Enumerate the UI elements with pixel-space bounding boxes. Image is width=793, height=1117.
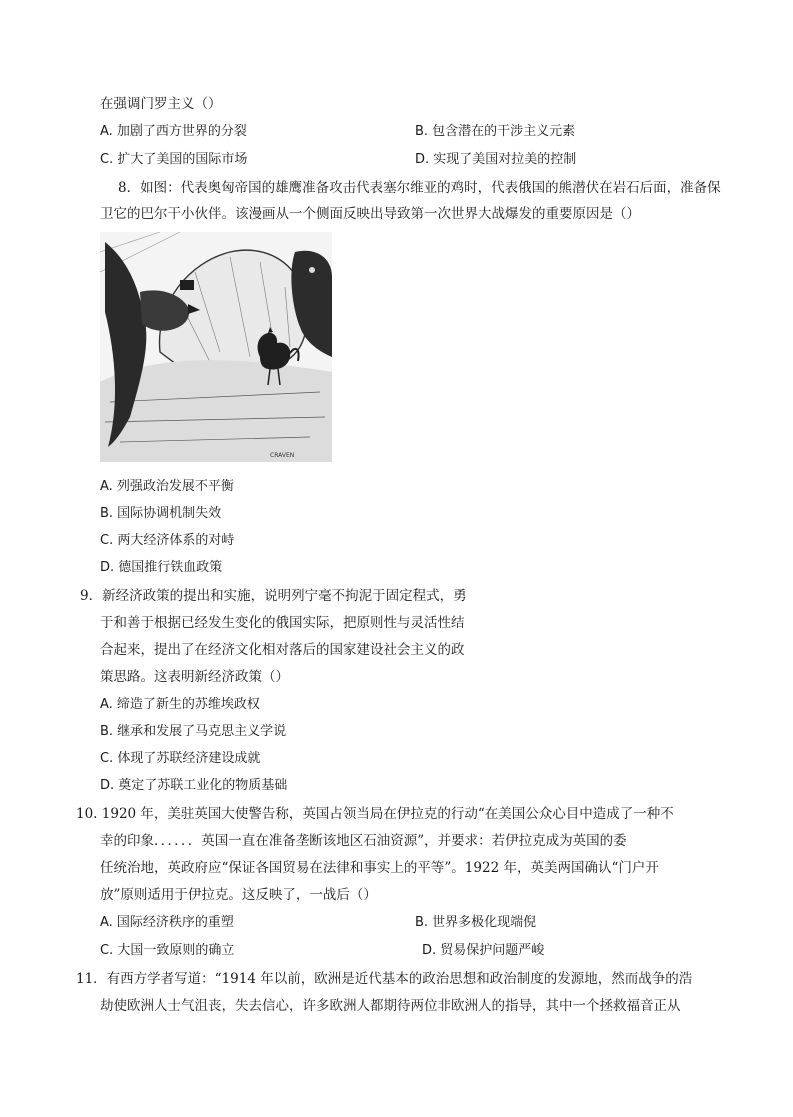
q10-option-c: C. 大国一致原则的确立 [100, 943, 235, 958]
q9-option-d: D. 奠定了苏联工业化的物质基础 [100, 778, 288, 793]
q9-stem-line-2: 于和善于根据已经发生变化的俄国实际，把原则性与灵活性结 [100, 615, 465, 631]
q9-stem-line-3: 合起来，提出了在经济文化相对落后的国家建设社会主义的政 [100, 642, 465, 658]
q10-stem-line-3: 任统治地，英政府应“保证各国贸易在法律和事实上的平等”。1922 年，英美两国确认“门户开 [100, 860, 659, 876]
q10-stem-line-4: 放”原则适用于伊拉克。这反映了，一战后（） [100, 887, 377, 903]
q8-stem-line-1: 8．如图：代表奥匈帝国的雄鹰准备攻击代表塞尔维亚的鸡时，代表俄国的熊潜伏在岩石后面，准备保 [118, 180, 721, 196]
q9-option-c: C. 体现了苏联经济建设成就 [100, 751, 261, 766]
q10-option-d: D. 贸易保护问题严峻 [422, 943, 545, 958]
cartoon-signature: CRAVEN [270, 452, 295, 459]
q8-cartoon-image [100, 232, 332, 462]
q9-option-a: A. 缔造了新生的苏维埃政权 [100, 697, 260, 712]
q8-stem-line-2: 卫它的巴尔干小伙伴。该漫画从一个侧面反映出导致第一次世界大战爆发的重要原因是（） [100, 206, 640, 222]
q9-stem-line-4: 策思路。这表明新经济政策（） [100, 669, 289, 685]
q7-option-b: B. 包含潜在的干涉主义元素 [415, 124, 576, 139]
q10-stem-line-2: 幸的印象．．．．．．英国一直在准备垄断该地区石油资源”，并要求：若伊拉克成为英国的委 [100, 833, 627, 849]
q7-option-a: A. 加剧了西方世界的分裂 [100, 124, 247, 139]
q8-option-d: D. 德国推行铁血政策 [100, 560, 223, 575]
q10-option-b: B. 世界多极化现端倪 [415, 915, 537, 930]
q10-stem-line-1: 10. 1920 年，美驻英国大使警告称，英国占领当局在伊拉克的行动“在美国公众心目中造成了一种不 [76, 806, 674, 822]
q8-option-a: A. 列强政治发展不平衡 [100, 479, 234, 494]
q8-option-b: B. 国际协调机制失效 [100, 506, 222, 521]
q7-option-d: D. 实现了美国对拉美的控制 [415, 152, 577, 167]
q11-stem-line-2: 劫使欧洲人士气沮丧，失去信心，许多欧洲人都期待两位非欧洲人的指导，其中一个拯救福音正从 [100, 998, 681, 1014]
q9-option-b: B. 继承和发展了马克思主义学说 [100, 724, 287, 739]
q8-option-c: C. 两大经济体系的对峙 [100, 533, 235, 548]
q10-option-a: A. 国际经济秩序的重塑 [100, 915, 234, 930]
q7-option-c: C. 扩大了美国的国际市场 [100, 152, 248, 167]
q11-stem-line-1: 11．有西方学者写道：“1914 年以前，欧洲是近代基本的政治思想和政治制度的发源地，然而战争的浩 [76, 971, 693, 987]
q9-stem-line-1: 9．新经济政策的提出和实施，说明列宁毫不拘泥于固定程式，勇 [80, 588, 467, 604]
q7-stem-tail: 在强调门罗主义（） [100, 96, 222, 112]
